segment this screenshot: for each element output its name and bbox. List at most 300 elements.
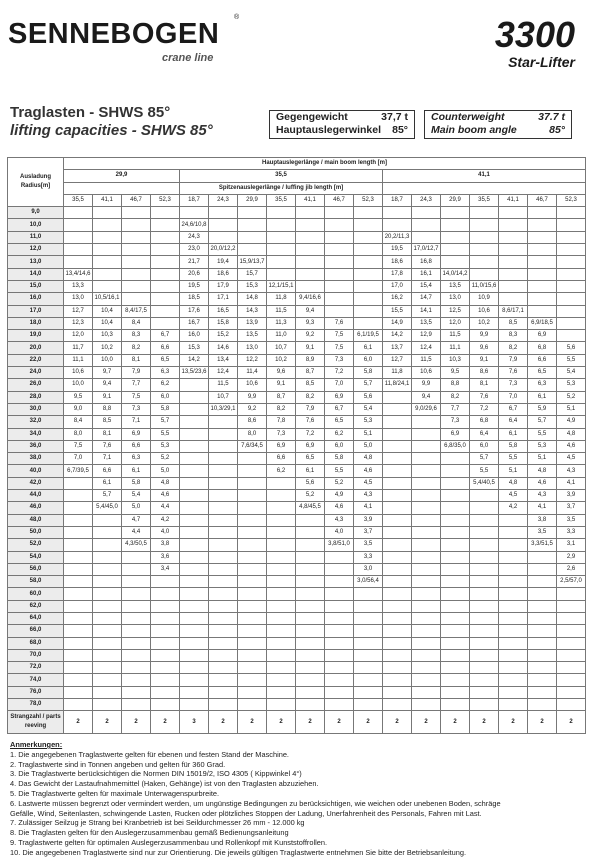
capacity-cell (238, 453, 267, 465)
capacity-cell: 5,6 (354, 391, 383, 403)
capacity-cell (267, 674, 296, 686)
capacity-cell (499, 686, 528, 698)
radius-cell: 16,0 (8, 293, 64, 305)
capacity-cell (64, 563, 93, 575)
capacity-cell: 16,0 (180, 330, 209, 342)
capacity-cell: 3,5 (528, 526, 557, 538)
capacity-cell: 6,6 (267, 453, 296, 465)
capacity-cell: 7,3 (441, 416, 470, 428)
capacity-cell (267, 256, 296, 268)
capacity-cell (528, 637, 557, 649)
capacity-cell: 8,0 (64, 428, 93, 440)
capacity-cell: 6,0 (325, 440, 354, 452)
capacity-cell: 15,3 (238, 280, 267, 292)
capacity-cell (354, 219, 383, 231)
capacity-cell (267, 576, 296, 588)
capacity-cell: 3,3/51,5 (528, 539, 557, 551)
capacity-cell: 6,2 (267, 465, 296, 477)
jib-length-cell: 18,7 (383, 194, 412, 206)
capacity-cell (441, 477, 470, 489)
table-row (8, 403, 586, 415)
capacity-cell (93, 576, 122, 588)
jib-length-cell: 35,5 (267, 194, 296, 206)
capacity-cell (122, 256, 151, 268)
radius-cell: 60,0 (8, 588, 64, 600)
capacity-cell (209, 662, 238, 674)
capacity-cell: 10,6 (238, 379, 267, 391)
capacity-cell (151, 293, 180, 305)
capacity-cell: 8,7 (267, 391, 296, 403)
reeving-cell: 2 (412, 711, 441, 734)
capacity-cell: 11,5 (267, 305, 296, 317)
capacity-cell (296, 256, 325, 268)
capacity-cell: 6,8 (470, 416, 499, 428)
capacity-cell: 4,2 (151, 514, 180, 526)
capacity-cell (499, 576, 528, 588)
capacity-cell (296, 625, 325, 637)
capacity-cell: 3,3 (354, 551, 383, 563)
capacity-cell (93, 686, 122, 698)
capacity-cell (180, 649, 209, 661)
capacity-cell (412, 416, 441, 428)
capacity-cell (238, 674, 267, 686)
capacity-cell (151, 625, 180, 637)
capacity-cell (412, 551, 441, 563)
capacity-cell (180, 379, 209, 391)
capacity-cell (470, 649, 499, 661)
model-name: Star-Lifter (508, 54, 575, 70)
capacity-cell (383, 477, 412, 489)
capacity-cell (557, 256, 586, 268)
capacity-cell: 9,0/29,6 (412, 403, 441, 415)
capacity-cell (383, 391, 412, 403)
capacity-cell (267, 662, 296, 674)
capacity-cell: 3,7 (354, 526, 383, 538)
capacity-cell (412, 699, 441, 711)
capacity-cell (209, 699, 238, 711)
capacity-cell: 15,9/13,7 (238, 256, 267, 268)
capacity-cell (412, 674, 441, 686)
capacity-cell (64, 551, 93, 563)
capacity-cell (325, 231, 354, 243)
capacity-cell: 14,1 (412, 305, 441, 317)
capacity-cell: 7,2 (296, 428, 325, 440)
capacity-cell: 6,8/35,0 (441, 440, 470, 452)
capacity-cell: 14,9 (383, 317, 412, 329)
capacity-cell: 16,2 (383, 293, 412, 305)
jib-length-cell: 52,3 (557, 194, 586, 206)
capacity-cell (267, 490, 296, 502)
capacity-cell: 18,6 (209, 268, 238, 280)
capacity-cell (412, 231, 441, 243)
title-english: lifting capacities - SHWS 85° (10, 122, 213, 139)
capacity-cell: 5,8 (499, 440, 528, 452)
capacity-cell (325, 551, 354, 563)
capacity-cell (470, 514, 499, 526)
radius-cell: 58,0 (8, 576, 64, 588)
capacity-cell: 3,7 (557, 502, 586, 514)
radius-cell: 22,0 (8, 354, 64, 366)
radius-cell: 9,0 (8, 207, 64, 219)
capacity-cell (383, 588, 412, 600)
capacity-cell (93, 674, 122, 686)
capacity-cell (93, 207, 122, 219)
capacity-cell: 3,0/56,4 (354, 576, 383, 588)
capacity-cell: 5,3 (151, 440, 180, 452)
capacity-cell (470, 268, 499, 280)
capacity-cell: 9,4 (412, 391, 441, 403)
capacity-cell: 9,7 (93, 367, 122, 379)
info-box-german (269, 110, 415, 139)
capacity-cell: 6,5 (151, 354, 180, 366)
capacity-cell (383, 502, 412, 514)
capacity-cell (528, 551, 557, 563)
capacity-cell (441, 563, 470, 575)
capacity-cell: 21,7 (180, 256, 209, 268)
capacity-cell (412, 219, 441, 231)
capacity-cell (122, 600, 151, 612)
capacity-cell (151, 686, 180, 698)
capacity-cell: 4,1 (528, 502, 557, 514)
capacity-cell (557, 293, 586, 305)
capacity-cell (180, 465, 209, 477)
capacity-cell (64, 649, 93, 661)
capacity-cell (470, 551, 499, 563)
capacity-cell (267, 526, 296, 538)
capacity-cell: 7,2 (325, 367, 354, 379)
radius-cell: 68,0 (8, 637, 64, 649)
capacity-cell (499, 231, 528, 243)
capacity-cell (151, 699, 180, 711)
capacity-cell (209, 576, 238, 588)
capacity-cell (267, 477, 296, 489)
capacity-cell (557, 231, 586, 243)
capacity-cell (383, 637, 412, 649)
capacity-cell (354, 305, 383, 317)
capacity-cell (412, 207, 441, 219)
capacity-cell (296, 207, 325, 219)
jib-length-cell: 35,5 (470, 194, 499, 206)
capacity-cell (296, 514, 325, 526)
capacity-cell: 6,1 (296, 465, 325, 477)
capacity-cell (64, 588, 93, 600)
capacity-cell (122, 244, 151, 256)
capacity-cell (441, 699, 470, 711)
capacity-cell (441, 576, 470, 588)
capacity-cell: 13,3 (64, 280, 93, 292)
reeving-cell: 2 (354, 711, 383, 734)
capacity-cell: 10,4 (93, 317, 122, 329)
capacity-cell (64, 674, 93, 686)
note-item: 3. Die Traglastwerte berücksichtigen die Normen DIN 15019/2, ISO 4305 ( Kippwinkel 4°) (10, 769, 302, 779)
table-row (8, 625, 586, 637)
capacity-cell: 7,6 (470, 391, 499, 403)
capacity-cell (528, 625, 557, 637)
capacity-cell (528, 699, 557, 711)
table-row (8, 440, 586, 452)
capacity-cell: 7,7 (122, 379, 151, 391)
capacity-cell (470, 526, 499, 538)
capacity-cell (64, 576, 93, 588)
reeving-cell: 2 (441, 711, 470, 734)
blank-header (383, 182, 586, 194)
capacity-cell (383, 490, 412, 502)
capacity-cell (151, 637, 180, 649)
capacity-cell: 11,1 (64, 354, 93, 366)
capacity-cell: 10,2 (267, 354, 296, 366)
capacity-cell (296, 576, 325, 588)
capacity-cell (296, 219, 325, 231)
capacity-cell (354, 612, 383, 624)
table-row (8, 256, 586, 268)
capacity-cell: 6,5 (296, 453, 325, 465)
table-row (8, 465, 586, 477)
capacity-cell (122, 699, 151, 711)
capacity-cell (93, 600, 122, 612)
capacity-cell (441, 453, 470, 465)
capacity-cell: 6,7 (499, 403, 528, 415)
jib-length-cell: 24,3 (209, 194, 238, 206)
capacity-cell: 5,5 (470, 465, 499, 477)
capacity-cell: 5,1 (354, 428, 383, 440)
reeving-cell: 2 (499, 711, 528, 734)
capacity-cell (499, 674, 528, 686)
jib-length-cell: 41,1 (499, 194, 528, 206)
capacity-cell (238, 649, 267, 661)
note-item: 7. Zulässiger Seilzug je Strang bei Kranbetrieb ist bei Seildurchmesser 26 mm - 12.000 kg (10, 818, 305, 828)
capacity-cell (267, 699, 296, 711)
capacity-cell (528, 256, 557, 268)
capacity-cell (64, 699, 93, 711)
capacity-cell (325, 600, 354, 612)
capacity-cell (180, 576, 209, 588)
radius-cell: 72,0 (8, 662, 64, 674)
capacity-cell (499, 649, 528, 661)
capacity-cell (499, 293, 528, 305)
capacity-cell: 2,5/57,0 (557, 576, 586, 588)
capacity-cell: 10,7 (267, 342, 296, 354)
capacity-cell (383, 453, 412, 465)
capacity-cell (383, 539, 412, 551)
table-row (8, 649, 586, 661)
radius-cell: 28,0 (8, 391, 64, 403)
capacity-cell: 9,5 (441, 367, 470, 379)
capacity-cell (441, 551, 470, 563)
info-value: 85° (549, 124, 565, 136)
capacity-cell (122, 662, 151, 674)
capacity-cell (499, 280, 528, 292)
capacity-cell (325, 293, 354, 305)
capacity-cell: 3,6 (151, 551, 180, 563)
capacity-cell: 5,5 (528, 428, 557, 440)
capacity-cell (93, 280, 122, 292)
capacity-cell (354, 293, 383, 305)
jib-length-cell: 41,1 (296, 194, 325, 206)
capacity-cell (383, 465, 412, 477)
capacity-cell: 4,8 (528, 465, 557, 477)
capacity-cell: 4,0 (325, 526, 354, 538)
boom-length-header: 41,1 (383, 170, 586, 182)
capacity-cell: 8,5 (499, 317, 528, 329)
capacity-cell (93, 588, 122, 600)
capacity-cell: 6,6 (528, 354, 557, 366)
table-row (8, 293, 586, 305)
capacity-cell (412, 625, 441, 637)
capacity-cell (209, 686, 238, 698)
capacity-cell: 5,2 (151, 453, 180, 465)
capacity-cell (383, 625, 412, 637)
capacity-cell (528, 293, 557, 305)
capacity-cell (470, 539, 499, 551)
capacity-cell: 4,9 (325, 490, 354, 502)
capacity-cell: 4,8 (354, 453, 383, 465)
capacity-cell (325, 576, 354, 588)
table-row (8, 674, 586, 686)
capacity-cell: 5,8 (354, 367, 383, 379)
capacity-cell: 5,2 (557, 391, 586, 403)
capacity-cell (412, 612, 441, 624)
radius-cell: 15,0 (8, 280, 64, 292)
capacity-cell: 5,7 (528, 416, 557, 428)
info-label: Counterweight (431, 111, 505, 123)
capacity-cell (296, 244, 325, 256)
capacity-cell (93, 699, 122, 711)
capacity-cell (499, 563, 528, 575)
capacity-cell: 8,8 (441, 379, 470, 391)
capacity-cell (238, 637, 267, 649)
capacity-cell (557, 588, 586, 600)
capacity-cell (528, 305, 557, 317)
table-row (8, 699, 586, 711)
capacity-cell (238, 686, 267, 698)
capacity-cell: 6,9 (267, 440, 296, 452)
radius-cell: 50,0 (8, 526, 64, 538)
capacity-cell: 19,4 (209, 256, 238, 268)
capacity-cell: 7,0 (64, 453, 93, 465)
radius-cell: 78,0 (8, 699, 64, 711)
capacity-cell (499, 588, 528, 600)
capacity-cell (267, 686, 296, 698)
radius-cell: 52,0 (8, 539, 64, 551)
capacity-cell: 5,0 (151, 465, 180, 477)
capacity-cell: 12,7 (383, 354, 412, 366)
capacity-cell (499, 514, 528, 526)
capacity-cell (267, 244, 296, 256)
capacity-cell: 12,0 (64, 330, 93, 342)
capacity-cell (209, 637, 238, 649)
capacity-cell (325, 207, 354, 219)
reeving-cell: 2 (296, 711, 325, 734)
capacity-cell (528, 576, 557, 588)
radius-cell: 40,0 (8, 465, 64, 477)
capacity-cell: 7,5 (122, 391, 151, 403)
capacity-cell (354, 268, 383, 280)
capacity-cell (93, 637, 122, 649)
capacity-cell: 8,0 (238, 428, 267, 440)
capacity-cell: 5,2 (325, 477, 354, 489)
capacity-cell: 6,6 (122, 440, 151, 452)
capacity-cell (122, 207, 151, 219)
capacity-cell: 6,1 (499, 428, 528, 440)
capacity-cell (209, 588, 238, 600)
radius-cell: 76,0 (8, 686, 64, 698)
capacity-cell: 17,9 (209, 280, 238, 292)
capacity-cell: 15,8 (209, 317, 238, 329)
capacity-cell (296, 662, 325, 674)
capacity-cell (209, 440, 238, 452)
table-row (8, 416, 586, 428)
capacity-cell: 11,5 (209, 379, 238, 391)
capacity-cell (296, 649, 325, 661)
capacity-cell (296, 539, 325, 551)
capacity-cell: 6,9 (325, 391, 354, 403)
capacity-cell (557, 219, 586, 231)
capacity-cell (441, 231, 470, 243)
capacity-cell (296, 588, 325, 600)
table-row (8, 305, 586, 317)
capacity-cell (209, 674, 238, 686)
capacity-cell (238, 612, 267, 624)
capacity-cell: 8,9 (296, 354, 325, 366)
capacity-cell (238, 588, 267, 600)
brand-subtitle: crane line (162, 52, 214, 64)
capacity-cell: 7,6/34,5 (238, 440, 267, 452)
capacity-cell (238, 600, 267, 612)
table-row (8, 612, 586, 624)
capacity-cell (325, 686, 354, 698)
capacity-cell (557, 280, 586, 292)
capacity-cell (209, 600, 238, 612)
capacity-cell (93, 539, 122, 551)
capacity-cell: 7,9 (122, 367, 151, 379)
radius-cell: 74,0 (8, 674, 64, 686)
capacity-cell (470, 662, 499, 674)
reeving-label: Strangzahl / parts reeving (8, 711, 64, 734)
capacity-cell: 12,9 (412, 330, 441, 342)
capacity-cell (93, 612, 122, 624)
capacity-cell: 6,0 (151, 391, 180, 403)
capacity-cell (180, 625, 209, 637)
capacity-cell (383, 403, 412, 415)
capacity-cell: 17,6 (180, 305, 209, 317)
table-row (8, 428, 586, 440)
capacity-cell (557, 612, 586, 624)
radius-cell: 66,0 (8, 625, 64, 637)
capacity-cell: 13,5 (441, 280, 470, 292)
capacity-cell: 12,3 (64, 317, 93, 329)
capacity-cell: 7,3 (499, 379, 528, 391)
capacity-cell (412, 526, 441, 538)
capacity-cell (267, 539, 296, 551)
capacity-cell: 16,7 (180, 317, 209, 329)
capacity-cell (470, 502, 499, 514)
capacity-cell (441, 502, 470, 514)
radius-cell: 42,0 (8, 477, 64, 489)
boom-length-header: 29,9 (64, 170, 180, 182)
capacity-cell (151, 600, 180, 612)
capacity-cell (354, 699, 383, 711)
capacity-cell (93, 514, 122, 526)
capacity-cell: 12,0 (441, 317, 470, 329)
capacity-cell: 6,2 (325, 428, 354, 440)
capacity-cell (180, 514, 209, 526)
capacity-cell (180, 588, 209, 600)
capacity-cell (64, 612, 93, 624)
capacity-cell (354, 256, 383, 268)
capacity-cell: 20,0/12,2 (209, 244, 238, 256)
capacity-cell: 3,4 (151, 563, 180, 575)
capacity-cell (354, 588, 383, 600)
